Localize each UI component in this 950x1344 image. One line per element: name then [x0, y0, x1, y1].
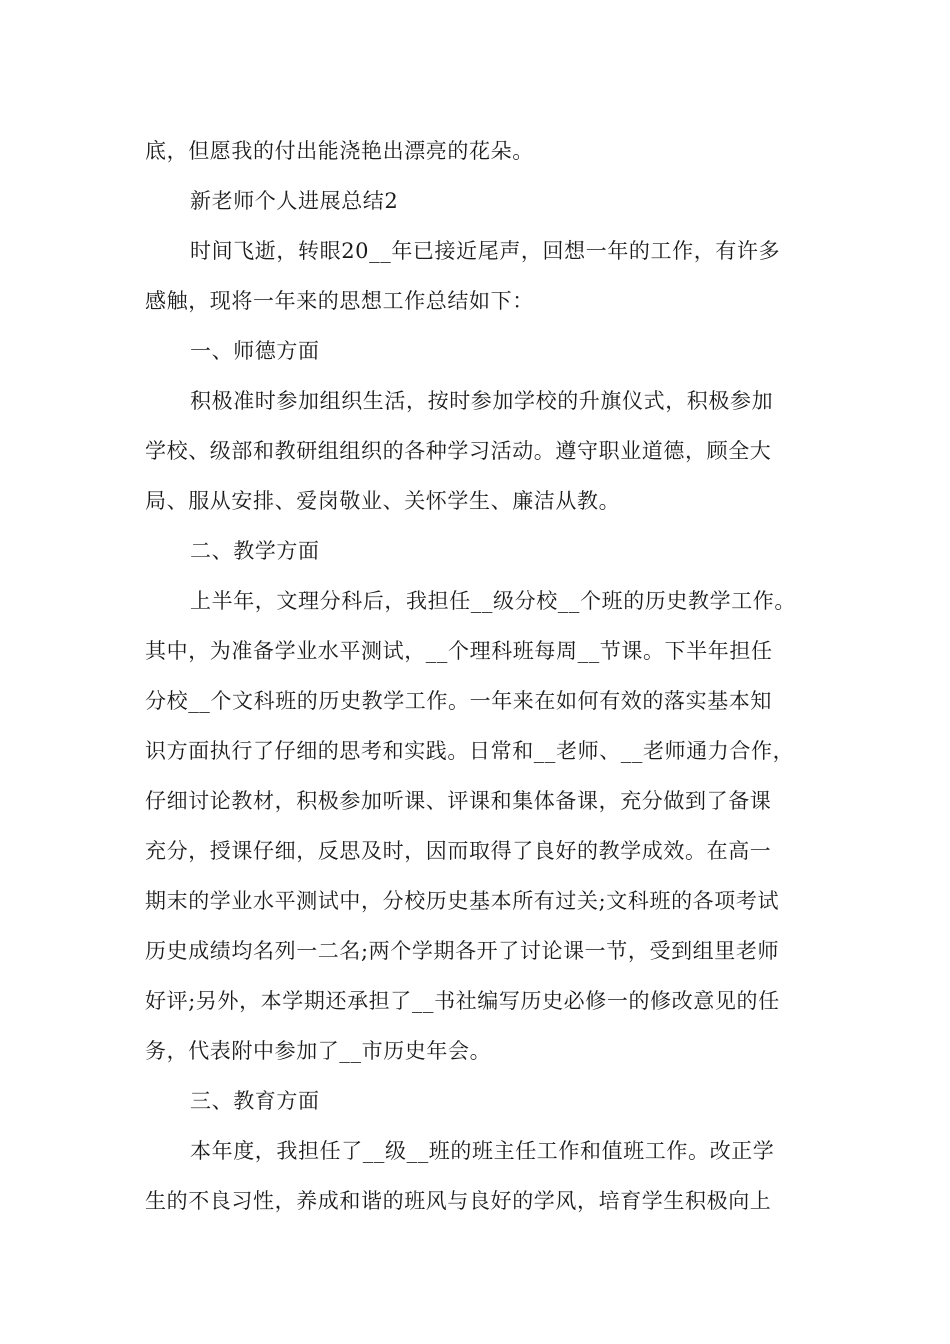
- text-line: 分校__个文科班的历史教学工作。一年来在如何有效的落实基本知: [145, 689, 772, 713]
- text-line: 底，但愿我的付出能浇艳出漂亮的花朵。: [145, 139, 534, 163]
- text-line: 时间飞逝，转眼20__年已接近尾声，回想一年的工作，有许多: [190, 239, 781, 263]
- text-line: 学校、级部和教研组组织的各种学习活动。遵守职业道德，顾全大: [145, 439, 772, 463]
- text-line: 仔细讨论教材，积极参加听课、评课和集体备课，充分做到了备课: [145, 789, 772, 813]
- text-line: 充分，授课仔细，反思及时，因而取得了良好的教学成效。在高一: [145, 839, 772, 863]
- text-line: 务，代表附中参加了__市历史年会。: [145, 1039, 492, 1063]
- text-line: 局、服从安排、爱岗敬业、关怀学生、廉洁从教。: [145, 489, 621, 513]
- text-line: 积极准时参加组织生活，按时参加学校的升旗仪式，积极参加: [190, 389, 774, 413]
- section-title: 新老师个人进展总结2: [190, 189, 399, 213]
- section-heading: 三、教育方面: [190, 1089, 320, 1113]
- text-line: 历史成绩均名列一二名;两个学期各开了讨论课一节，受到组里老师: [145, 939, 780, 963]
- text-line: 好评;另外，本学期还承担了__书社编写历史必修一的修改意见的任: [145, 989, 780, 1013]
- text-line: 期末的学业水平测试中，分校历史基本所有过关;文科班的各项考试: [145, 889, 780, 913]
- text-line: 识方面执行了仔细的思考和实践。日常和__老师、__老师通力合作，: [145, 739, 795, 763]
- section-heading: 一、师德方面: [190, 339, 320, 363]
- section-heading: 二、教学方面: [190, 539, 320, 563]
- text-line: 本年度，我担任了__级__班的班主任工作和值班工作。改正学: [190, 1139, 775, 1163]
- text-line: 生的不良习性，养成和谐的班风与良好的学风，培育学生积极向上: [145, 1189, 772, 1213]
- text-line: 上半年，文理分科后，我担任__级分校__个班的历史教学工作。: [190, 589, 796, 613]
- text-line: 其中，为准备学业水平测试，__个理科班每周__节课。下半年担任: [145, 639, 773, 663]
- text-line: 感触，现将一年来的思想工作总结如下：: [145, 289, 534, 313]
